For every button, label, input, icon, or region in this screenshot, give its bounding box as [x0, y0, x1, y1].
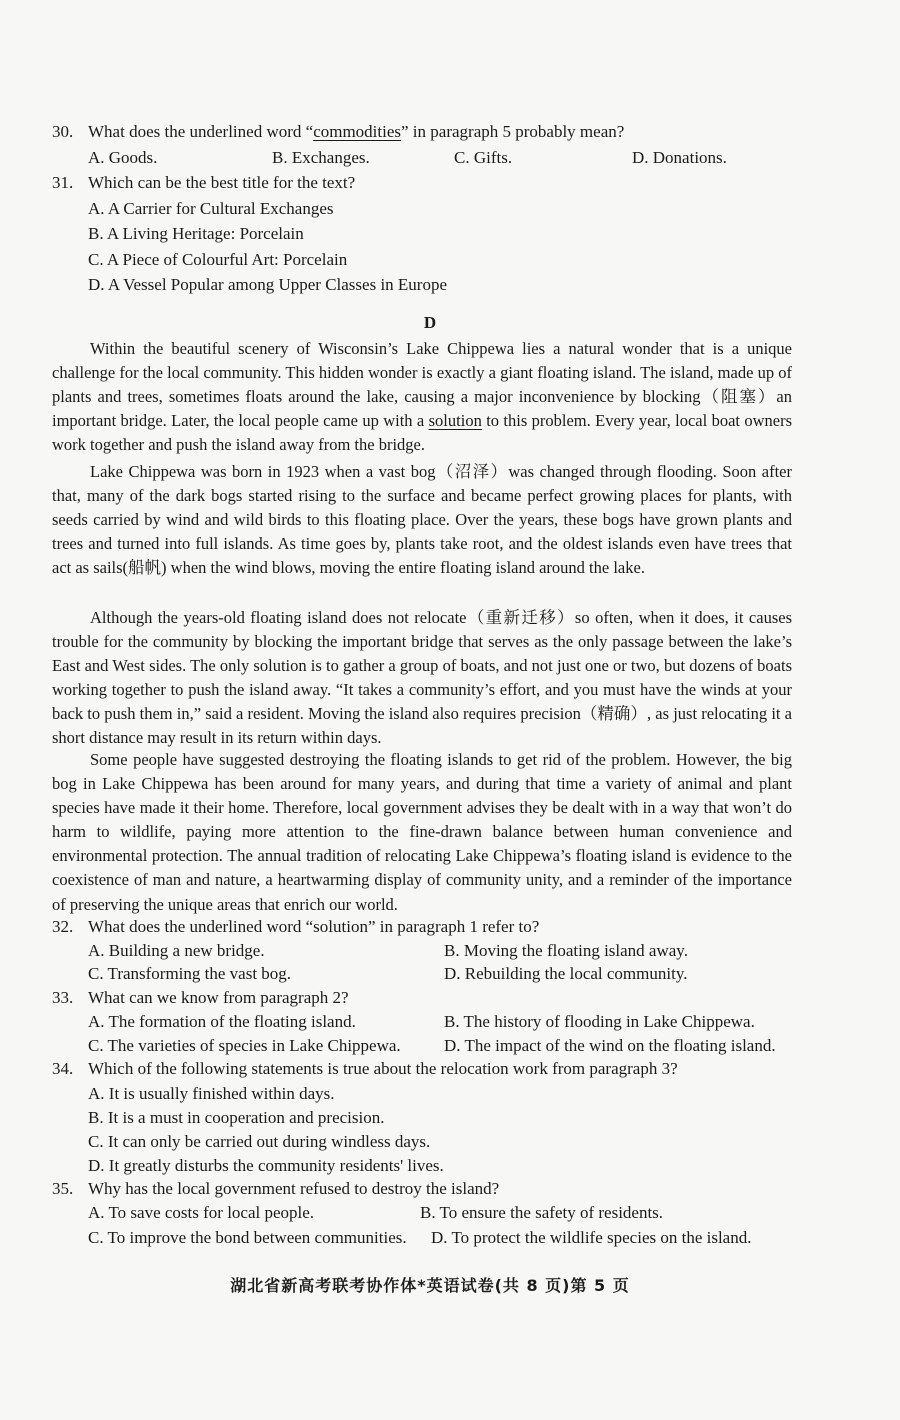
question-number: 31. — [52, 173, 74, 192]
option-c: C. To improve the bond between communities. — [88, 1228, 407, 1247]
option-d: D. Rebuilding the local community. — [444, 964, 688, 983]
paragraph-text: to this problem. Every year, local boat owners work together and push the island away from the bridge. — [52, 411, 793, 455]
page-footer: 湖北省新高考联考协作体*英语试卷(共 8 页)第 5 页 — [230, 1276, 630, 1295]
option-b: B. It is a must in cooperation and precision. — [88, 1108, 385, 1127]
option-a: A. It is usually finished within days. — [88, 1084, 335, 1103]
question-stem: Which of the following statements is true about the relocation work from paragraph 3? — [88, 1059, 678, 1078]
question-30 — [52, 120, 812, 144]
question-stem-part: What does the underlined word “ — [88, 122, 314, 141]
option-a: A. The formation of the floating island. — [88, 1012, 356, 1031]
option-a: A. A Carrier for Cultural Exchanges — [88, 199, 334, 218]
passage-paragraph-2: Lake Chippewa was born in 1923 when a vast bog（沼泽）was changed through flooding. Soon after that, many of the dark bogs started rising to the surface and became perfect growing places for plants, with seeds carried by wind and wild birds to this floating place. Over the years, these bogs have grown plants and trees and turned into full islands. As time goes by, plants take root, and the oldest islands even have trees that act as sails(船帆) when the wind blows, moving the entire floating island around the lake. — [52, 462, 792, 578]
question-number: 35. — [52, 1179, 74, 1198]
option-b: B. Exchanges. — [272, 148, 370, 167]
option-c: C. It can only be carried out during windless days. — [88, 1132, 431, 1151]
question-31 — [52, 171, 812, 195]
question-number: 30. — [52, 122, 74, 141]
underlined-word: solution — [428, 411, 482, 431]
option-b: B. Moving the floating island away. — [444, 941, 688, 960]
question-stem: Which can be the best title for the text? — [88, 173, 356, 192]
option-c: C. Gifts. — [454, 148, 513, 167]
question-33 — [52, 986, 812, 1010]
passage-paragraph-1 — [52, 337, 792, 457]
question-stem: What does the underlined word “solution” in paragraph 1 refer to? — [88, 917, 540, 936]
question-stem: Why has the local government refused to destroy the island? — [88, 1179, 500, 1198]
option-a: A. Building a new bridge. — [88, 941, 265, 960]
question-number: 34. — [52, 1059, 74, 1078]
option-d: D. A Vessel Popular among Upper Classes in Europe — [88, 275, 448, 294]
option-d: D. To protect the wildlife species on the island. — [431, 1228, 752, 1247]
passage-paragraph-3: Although the years-old floating island does not relocate（重新迁移）so often, when it does, it causes trouble for the community by blocking the important bridge that serves as the only passage between the lake’s East and West sides. The only solution is to gather a group of boats, and not just one or two, but dozens of boats working together to push the island away. “It takes a community’s effort, and you must have the winds at your back to push them in,” said a resident. Moving the island also requires precision（精确）, as just relocating it a short distance may result in its return within days. — [52, 608, 792, 748]
option-a: A. Goods. — [88, 148, 158, 167]
option-d: D. Donations. — [632, 148, 727, 167]
question-stem: What can we know from paragraph 2? — [88, 988, 349, 1007]
question-35 — [52, 1177, 812, 1201]
option-b: B. The history of flooding in Lake Chippewa. — [444, 1012, 755, 1031]
passage-paragraph-4: Some people have suggested destroying the floating islands to get rid of the problem. However, the big bog in Lake Chippewa has been around for many years, and during that time a variety of animal and plant species have made it their home. Therefore, local government advises they be dealt with in a way that won’t do harm to wildlife, paying more attention to the fine-drawn balance between human convenience and environmental protection. The annual tradition of relocating Lake Chippewa’s floating island is evidence to the coexistence of man and nature, a heartwarming display of community unity, and a reminder of the importance of preserving the unique areas that enrich our world. — [52, 750, 792, 914]
option-a: A. To save costs for local people. — [88, 1203, 315, 1222]
question-34 — [52, 1057, 812, 1081]
paragraph-text: Within the beautiful scenery of Wisconsin’s Lake Chippewa lies a natural wonder that is a unique challenge for the local community. This hidden wonder is exactly a giant floating island. The island, made up of plants and trees, sometimes floats around the lake, causing a major inconvenience by blocking（阻塞）an important bridge. Later, the local people came up with a — [52, 339, 792, 431]
option-c: C. A Piece of Colourful Art: Porcelain — [88, 250, 348, 269]
option-d: D. The impact of the wind on the floating island. — [444, 1036, 776, 1055]
question-number: 32. — [52, 917, 74, 936]
option-b: B. A Living Heritage: Porcelain — [88, 224, 304, 243]
option-b: B. To ensure the safety of residents. — [420, 1203, 664, 1222]
option-c: C. The varieties of species in Lake Chippewa. — [88, 1036, 401, 1055]
underlined-word: commodities — [313, 122, 402, 141]
option-d: D. It greatly disturbs the community residents' lives. — [88, 1156, 444, 1175]
question-stem-part: ” in paragraph 5 probably mean? — [401, 122, 625, 141]
question-number: 33. — [52, 988, 74, 1007]
section-title: D — [423, 313, 437, 332]
option-c: C. Transforming the vast bog. — [88, 964, 292, 983]
question-32 — [52, 915, 812, 939]
